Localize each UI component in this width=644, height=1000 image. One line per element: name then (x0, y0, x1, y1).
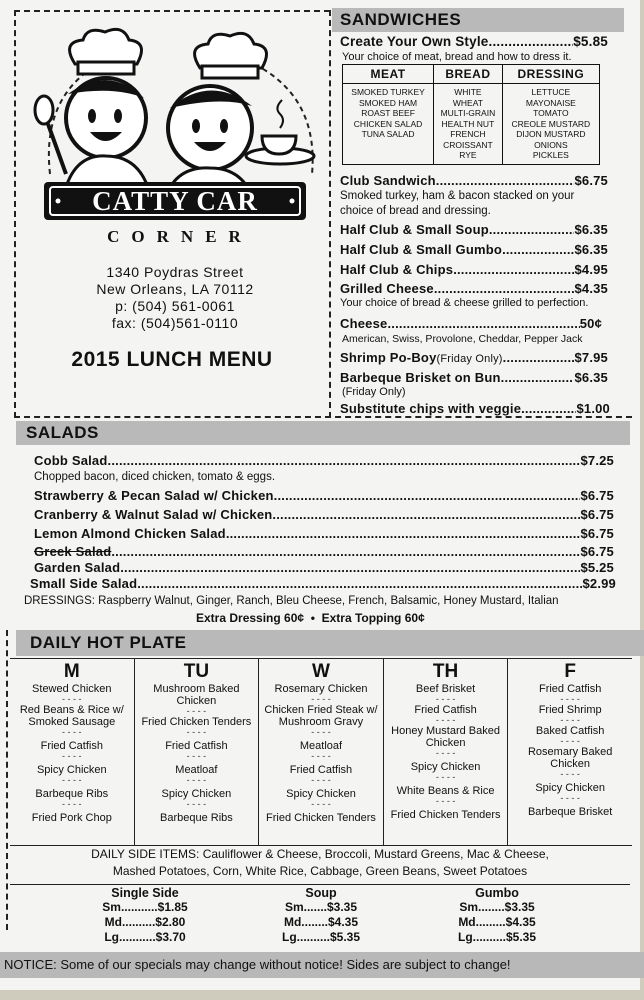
day-column-monday: M Stewed Chicken - - - - Red Beans & Rice w/ Smoked Sausage - - - - Fried Catfish - - - - Spicy Chicken - - - - Barbeque Ribs - - - - Fried Pork Chop (10, 659, 135, 845)
menu-item-shrimp-po-boy: Shrimp Po-Boy(Friday Only) ..... $7.95 (340, 350, 608, 365)
logo-name: CATTY CAR (92, 186, 258, 216)
menu-item-strawberry: Strawberry & Pecan Salad w/ Chicken ..... $6.75 (34, 488, 614, 503)
sizes-single-side: Single Side Sm...........$1.85 Md..........$2.80 Lg...........$3.70 (102, 886, 188, 944)
divider (14, 416, 632, 418)
item-description: Your choice of bread & cheese grilled to perfection. (340, 297, 589, 309)
menu-item-club: Club Sandwich ..... $6.75 (340, 173, 608, 188)
item-price: $5.85 (573, 34, 608, 49)
phone: p: (504) 561-0061 (115, 298, 235, 314)
sandwiches-header: SANDWICHES (332, 8, 624, 32)
divider (6, 630, 8, 930)
dressings-list: DRESSINGS: Raspberry Walnut, Ginger, Ranch, Bleu Cheese, French, Balsamic, Honey Mustard, Italian (24, 595, 559, 607)
divider (10, 884, 630, 885)
day-column-tuesday: TU Mushroom Baked Chicken - - - - Fried Chicken Tenders - - - - Fried Catfish - - - - Meatloaf - - - - Spicy Chicken - - - - Barbeque Ribs (135, 659, 260, 845)
menu-item-grilled-cheese: Grilled Cheese ..... $4.35 (340, 281, 608, 296)
menu-item-greek: Greek Salad ..... $6.75 (34, 544, 614, 559)
menu-item-cranberry: Cranberry & Walnut Salad w/ Chicken ..... $6.75 (34, 507, 614, 522)
day-column-wednesday: W Rosemary Chicken - - - - Chicken Fried Steak w/ Mushroom Gravy - - - - Meatloaf - - - - Fried Catfish - - - - Spicy Chicken - - - - Fried Chicken Tenders (259, 659, 384, 845)
item-description: Chopped bacon, diced chicken, tomato & eggs. (34, 471, 276, 483)
item-description: Your choice of meat, bread and how to dress it. (342, 51, 572, 63)
menu-item-create-your-own (340, 34, 608, 49)
menu-item-half-club-soup: Half Club & Small Soup ..... $6.35 (340, 222, 608, 237)
sizes-soup: Soup Sm.......$3.35 Md........$4.35 Lg..........$5.35 (281, 886, 361, 944)
menu-item-side-salad: Small Side Salad ..... $2.99 (30, 576, 616, 591)
day-column-friday: F Fried Catfish - - - - Fried Shrimp - - - - Baked Catfish - - - - Rosemary Baked Chicken - - - - Spicy Chicken - - - - Barbeque Brisket (527, 661, 613, 818)
menu-title: 2015 LUNCH MENU (71, 348, 273, 371)
menu-item-half-club-gumbo: Half Club & Small Gumbo ..... $6.35 (340, 242, 608, 257)
divider (14, 10, 16, 418)
meat-list: SMOKED TURKEY SMOKED HAM ROAST BEEF CHICKEN SALAD TUNA SALAD (343, 84, 434, 165)
menu-item-lemon-almond: Lemon Almond Chicken Salad ..... $6.75 (34, 526, 614, 541)
fax: fax: (504)561-0110 (111, 315, 239, 331)
street: 1340 Poydras Street (106, 264, 244, 280)
sandwich-options-table (342, 64, 600, 165)
day-column-thursday: TH Beef Brisket - - - - Fried Catfish - - - - Honey Mustard Baked Chicken - - - - Spicy Chicken - - - - White Beans & Rice - - - - Fried Chicken Tenders (384, 659, 509, 845)
sizes-gumbo: Gumbo Sm........$3.35 Md.........$4.35 Lg..........$5.35 (457, 886, 537, 944)
bread-list: WHITE WHEAT MULTI-GRAIN HEALTH NUT FRENCH CROISSANT RYE (434, 84, 503, 165)
salads-header: SALADS (16, 421, 630, 445)
extras: Extra Dressing 60¢ • Extra Topping 60¢ (196, 611, 425, 625)
menu-item-cheese: Cheese ..... 50¢ (340, 316, 602, 331)
column-header: BREAD (434, 65, 503, 84)
hot-plate-header: DAILY HOT PLATE (16, 630, 644, 656)
menu-item-substitute-veggie: Substitute chips with veggie ..... $1.00 (340, 401, 610, 416)
notice-banner: NOTICE: Some of our specials may change without notice! Sides are subject to change! (0, 952, 644, 978)
item-description: Smoked turkey, ham & bacon stacked on your choice of bread and dressing. (340, 190, 575, 217)
menu-item-garden: Garden Salad ..... $5.25 (34, 560, 614, 575)
item-description: American, Swiss, Provolone, Cheddar, Pepper Jack (342, 333, 583, 345)
daily-side-items: DAILY SIDE ITEMS: Cauliflower & Cheese, Broccoli, Mustard Greens, Mac & Cheese, Mashed Potatoes, Corn, White Rice, Cabbage, Green Beans, Sweet Potatoes (91, 847, 549, 878)
catty-car-logo (30, 24, 322, 252)
column-header: DRESSING (502, 65, 599, 84)
address-block (20, 264, 330, 332)
logo-tagline: CORNER (107, 227, 253, 246)
divider (14, 10, 330, 12)
column-header: MEAT (343, 65, 434, 84)
item-label: Create Your Own Style (340, 34, 489, 49)
divider (329, 10, 331, 418)
item-note: (Friday Only) (342, 386, 406, 398)
menu-item-half-club-chips: Half Club & Chips ..... $4.95 (340, 262, 608, 277)
dressing-list: LETTUCE MAYONAISE TOMATO CREOLE MUSTARD DIJON MUSTARD ONIONS PICKLES (502, 84, 599, 165)
hot-plate-grid (10, 658, 632, 846)
menu-item-brisket: Barbeque Brisket on Bun ..... $6.35 (340, 370, 608, 385)
city: New Orleans, LA 70112 (96, 281, 254, 297)
menu-item-cobb: Cobb Salad ..... $7.25 (34, 453, 614, 468)
